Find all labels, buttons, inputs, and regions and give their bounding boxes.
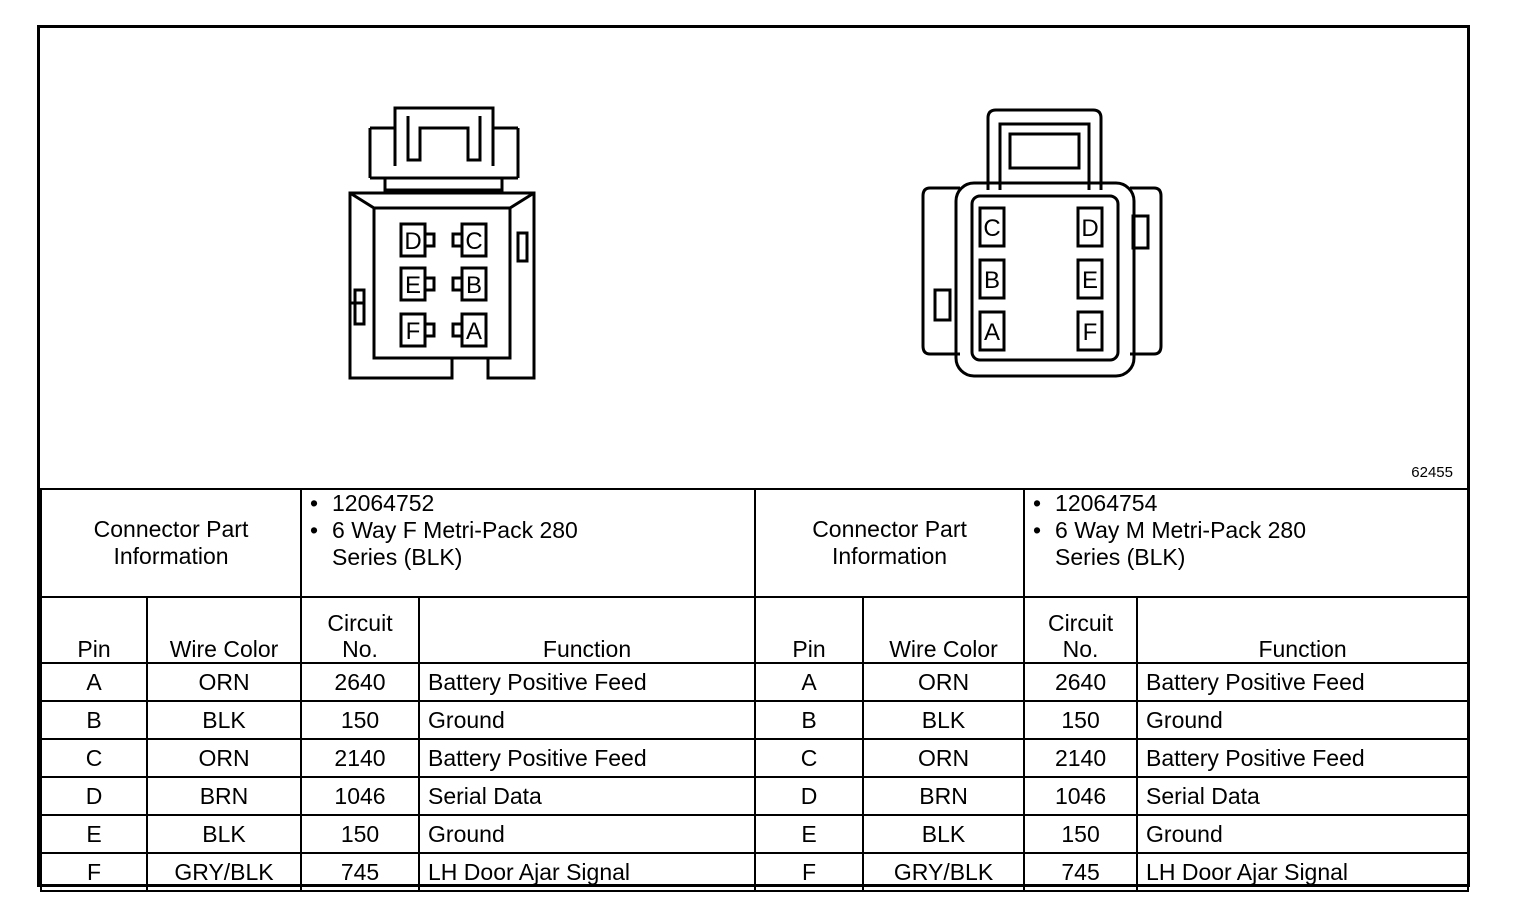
table-row bbox=[41, 663, 1468, 701]
function-cell: Battery Positive Feed bbox=[419, 663, 755, 701]
wire-color-cell: BRN bbox=[863, 777, 1024, 815]
left-part-desc: 6 Way F Metri-Pack 280 bbox=[332, 517, 578, 543]
function-cell: Ground bbox=[1137, 701, 1468, 739]
table-row bbox=[41, 815, 1468, 853]
wire-color-cell: BRN bbox=[147, 777, 301, 815]
wire-color-cell: GRY/BLK bbox=[863, 853, 1024, 891]
function-cell: Ground bbox=[419, 701, 755, 739]
pin-cell: F bbox=[41, 853, 147, 891]
table-row bbox=[41, 701, 1468, 739]
left-part-number: 12064752 bbox=[332, 490, 435, 516]
function-cell: Serial Data bbox=[1137, 777, 1468, 815]
circuit-cell: 745 bbox=[301, 853, 419, 891]
function-cell: Battery Positive Feed bbox=[419, 739, 755, 777]
circuit-cell: 2640 bbox=[1024, 663, 1137, 701]
pin-rows bbox=[41, 663, 1468, 891]
female-connector bbox=[350, 108, 534, 378]
male-cavity-label-C: C bbox=[983, 215, 1001, 242]
table-row bbox=[41, 739, 1468, 777]
wire-color-cell: ORN bbox=[863, 663, 1024, 701]
pin-cell: C bbox=[755, 739, 863, 777]
circuit-cell: 150 bbox=[301, 815, 419, 853]
male-connector bbox=[923, 110, 1161, 376]
female-cavity-label-E: E bbox=[404, 272, 422, 299]
female-lock-tab bbox=[395, 108, 493, 166]
male-cavity-label-F: F bbox=[1082, 319, 1098, 346]
function-cell: LH Door Ajar Signal bbox=[1137, 853, 1468, 891]
male-cavity-label-A: A bbox=[983, 319, 1001, 346]
pin-cell: E bbox=[41, 815, 147, 853]
circuit-cell: 150 bbox=[1024, 701, 1137, 739]
function-cell: Battery Positive Feed bbox=[1137, 739, 1468, 777]
pin-cell: B bbox=[41, 701, 147, 739]
table-row bbox=[41, 853, 1468, 891]
connector-drawing bbox=[40, 28, 1467, 488]
header-wire-color: Wire Color bbox=[863, 597, 1024, 663]
wire-color-cell: BLK bbox=[147, 701, 301, 739]
right-part-number: 12064754 bbox=[1055, 490, 1158, 516]
function-cell: Ground bbox=[419, 815, 755, 853]
pin-cell: C bbox=[41, 739, 147, 777]
circuit-cell: 2640 bbox=[301, 663, 419, 701]
function-cell: Serial Data bbox=[419, 777, 755, 815]
function-cell: LH Door Ajar Signal bbox=[419, 853, 755, 891]
circuit-cell: 150 bbox=[1024, 815, 1137, 853]
pin-cell: F bbox=[755, 853, 863, 891]
right-part-desc: 6 Way M Metri-Pack 280 bbox=[1055, 517, 1306, 543]
pin-cell: B bbox=[755, 701, 863, 739]
header-circuit: Circuit No. bbox=[1024, 597, 1137, 663]
wire-color-cell: BLK bbox=[147, 815, 301, 853]
header-wire-color: Wire Color bbox=[147, 597, 301, 663]
connector-pinout-table bbox=[40, 488, 1469, 892]
pin-cell: E bbox=[755, 815, 863, 853]
wire-color-cell: BLK bbox=[863, 815, 1024, 853]
female-cavity-label-A: A bbox=[465, 318, 483, 345]
circuit-cell: 745 bbox=[1024, 853, 1137, 891]
function-cell: Ground bbox=[1137, 815, 1468, 853]
circuit-cell: 2140 bbox=[1024, 739, 1137, 777]
figure-number: 62455 bbox=[1411, 464, 1453, 481]
header-circuit: Circuit No. bbox=[301, 597, 419, 663]
pin-cell: A bbox=[41, 663, 147, 701]
right-info-label: Connector Part Information bbox=[755, 489, 1024, 597]
pin-cell: D bbox=[755, 777, 863, 815]
circuit-cell: 1046 bbox=[1024, 777, 1137, 815]
circuit-cell: 150 bbox=[301, 701, 419, 739]
header-pin: Pin bbox=[41, 597, 147, 663]
header-function: Function bbox=[419, 597, 755, 663]
pin-cell: D bbox=[41, 777, 147, 815]
left-info-label: Connector Part Information bbox=[41, 489, 301, 597]
diagram-frame bbox=[37, 25, 1470, 887]
header-function: Function bbox=[1137, 597, 1468, 663]
male-cavity-label-E: E bbox=[1081, 267, 1099, 294]
wire-color-cell: ORN bbox=[147, 739, 301, 777]
connector-info-row bbox=[41, 489, 1468, 597]
column-header-row bbox=[41, 597, 1468, 663]
male-body bbox=[956, 183, 1134, 376]
wire-color-cell: ORN bbox=[863, 739, 1024, 777]
header-pin: Pin bbox=[755, 597, 863, 663]
female-body bbox=[350, 193, 534, 378]
male-cavity-label-B: B bbox=[983, 267, 1001, 294]
male-lock-tab bbox=[988, 110, 1101, 190]
female-cavity-label-D: D bbox=[404, 228, 422, 255]
circuit-cell: 2140 bbox=[301, 739, 419, 777]
pin-cell: A bbox=[755, 663, 863, 701]
wire-color-cell: GRY/BLK bbox=[147, 853, 301, 891]
female-cavity-label-C: C bbox=[465, 228, 483, 255]
female-cavity-label-B: B bbox=[465, 272, 483, 299]
female-cavity-label-F: F bbox=[405, 318, 421, 345]
wire-color-cell: BLK bbox=[863, 701, 1024, 739]
function-cell: Battery Positive Feed bbox=[1137, 663, 1468, 701]
male-cavity-label-D: D bbox=[1081, 215, 1099, 242]
wire-color-cell: ORN bbox=[147, 663, 301, 701]
table-row bbox=[41, 777, 1468, 815]
right-part-info: • 12064754 • 6 Way M Metri-Pack 280 Series (BLK) bbox=[1024, 489, 1468, 597]
left-part-info: • 12064752 • 6 Way F Metri-Pack 280 Series (BLK) bbox=[301, 489, 755, 597]
circuit-cell: 1046 bbox=[301, 777, 419, 815]
